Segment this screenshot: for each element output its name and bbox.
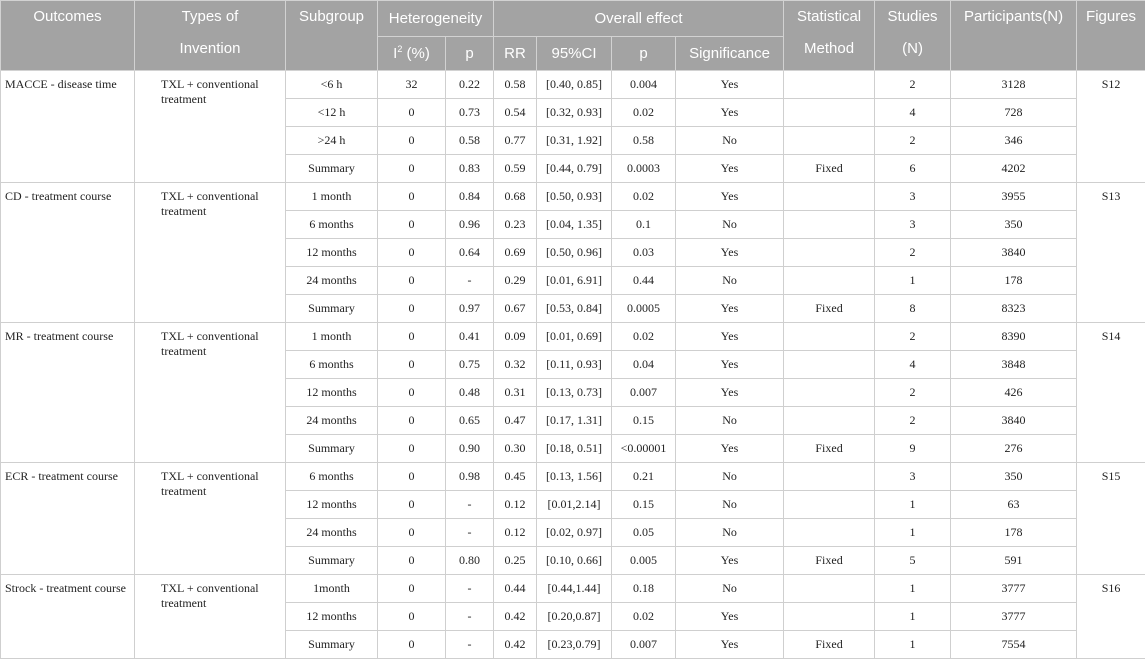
participants-cell: 3777 [951, 575, 1077, 603]
method-cell [784, 379, 875, 407]
figure-cell: S12 [1077, 71, 1145, 183]
het-p-cell: 0.83 [446, 155, 494, 183]
significance-cell: Yes [676, 183, 784, 211]
ci-cell: [0.13, 1.56] [537, 463, 612, 491]
rr-cell: 0.67 [494, 295, 537, 323]
figure-cell: S15 [1077, 463, 1145, 575]
subgroup-cell: Summary [286, 547, 378, 575]
method-cell: Fixed [784, 435, 875, 463]
studies-cell: 1 [875, 491, 951, 519]
significance-cell: Yes [676, 351, 784, 379]
invention-cell: TXL + conventional treatment [135, 323, 286, 463]
rr-cell: 0.47 [494, 407, 537, 435]
table-row [1, 71, 1145, 99]
het-p-cell: 0.97 [446, 295, 494, 323]
i2-cell: 0 [378, 547, 446, 575]
het-p-cell: - [446, 603, 494, 631]
rr-cell: 0.42 [494, 603, 537, 631]
rr-cell: 0.09 [494, 323, 537, 351]
het-p-cell: - [446, 575, 494, 603]
significance-cell: Yes [676, 99, 784, 127]
rr-cell: 0.25 [494, 547, 537, 575]
i2-cell: 0 [378, 631, 446, 659]
het-p-cell: 0.90 [446, 435, 494, 463]
studies-cell: 5 [875, 547, 951, 575]
rr-cell: 0.45 [494, 463, 537, 491]
participants-cell: 3840 [951, 239, 1077, 267]
subgroup-cell: 1 month [286, 183, 378, 211]
method-cell [784, 323, 875, 351]
significance-cell: Yes [676, 603, 784, 631]
method-cell [784, 519, 875, 547]
participants-cell: 63 [951, 491, 1077, 519]
subgroup-cell: 6 months [286, 463, 378, 491]
subgroup-cell: <12 h [286, 99, 378, 127]
het-p-cell: 0.75 [446, 351, 494, 379]
rr-cell: 0.12 [494, 519, 537, 547]
studies-cell: 3 [875, 183, 951, 211]
studies-cell: 3 [875, 463, 951, 491]
p-value-cell: 0.02 [612, 603, 676, 631]
figure-cell: S16 [1077, 575, 1145, 659]
p-value-cell: 0.58 [612, 127, 676, 155]
het-p-cell: 0.98 [446, 463, 494, 491]
studies-cell: 4 [875, 99, 951, 127]
header-i2: $I^2$ (%) [378, 37, 446, 71]
i2-cell: 0 [378, 603, 446, 631]
header-outcomes: Outcomes [1, 1, 135, 71]
participants-cell: 3777 [951, 603, 1077, 631]
ci-cell: [0.44, 0.79] [537, 155, 612, 183]
participants-cell: 350 [951, 463, 1077, 491]
figure-cell: S13 [1077, 183, 1145, 323]
p-value-cell: 0.02 [612, 99, 676, 127]
subgroup-cell: Summary [286, 295, 378, 323]
table-row [1, 575, 1145, 603]
significance-cell: Yes [676, 295, 784, 323]
ci-cell: [0.50, 0.93] [537, 183, 612, 211]
p-value-cell: 0.02 [612, 183, 676, 211]
i2-cell: 0 [378, 295, 446, 323]
ci-cell: [0.50, 0.96] [537, 239, 612, 267]
het-p-cell: 0.96 [446, 211, 494, 239]
subgroup-cell: Summary [286, 155, 378, 183]
header-types-of-invention: Types of Invention [135, 1, 286, 71]
header-overall-effect: Overall effect [494, 1, 784, 37]
studies-cell: 3 [875, 211, 951, 239]
rr-cell: 0.59 [494, 155, 537, 183]
header-het-p: p [446, 37, 494, 71]
participants-cell: 276 [951, 435, 1077, 463]
p-value-cell: 0.04 [612, 351, 676, 379]
subgroup-cell: 6 months [286, 351, 378, 379]
significance-cell: Yes [676, 155, 784, 183]
subgroup-cell: 24 months [286, 407, 378, 435]
p-value-cell: 0.005 [612, 547, 676, 575]
participants-cell: 3955 [951, 183, 1077, 211]
rr-cell: 0.42 [494, 631, 537, 659]
significance-cell: Yes [676, 379, 784, 407]
method-cell [784, 267, 875, 295]
p-value-cell: 0.44 [612, 267, 676, 295]
p-value-cell: 0.007 [612, 631, 676, 659]
subgroup-cell: >24 h [286, 127, 378, 155]
het-p-cell: 0.73 [446, 99, 494, 127]
header-row-top [1, 1, 1145, 37]
rr-cell: 0.77 [494, 127, 537, 155]
table-row [1, 183, 1145, 211]
participants-cell: 728 [951, 99, 1077, 127]
significance-cell: Yes [676, 435, 784, 463]
outcome-cell: MR - treatment course [1, 323, 135, 463]
ci-cell: [0.13, 0.73] [537, 379, 612, 407]
studies-cell: 1 [875, 575, 951, 603]
participants-cell: 350 [951, 211, 1077, 239]
header-figures: Figures [1077, 1, 1145, 71]
header-studies: Studies (N) [875, 1, 951, 71]
significance-cell: No [676, 575, 784, 603]
method-cell: Fixed [784, 295, 875, 323]
p-value-cell: 0.15 [612, 491, 676, 519]
method-cell [784, 99, 875, 127]
method-cell [784, 211, 875, 239]
i2-cell: 0 [378, 351, 446, 379]
participants-cell: 8323 [951, 295, 1077, 323]
studies-cell: 6 [875, 155, 951, 183]
method-cell [784, 351, 875, 379]
ci-cell: [0.44,1.44] [537, 575, 612, 603]
p-value-cell: 0.05 [612, 519, 676, 547]
rr-cell: 0.30 [494, 435, 537, 463]
i2-cell: 0 [378, 575, 446, 603]
i2-cell: 0 [378, 491, 446, 519]
rr-cell: 0.29 [494, 267, 537, 295]
i2-cell: 0 [378, 155, 446, 183]
method-cell: Fixed [784, 155, 875, 183]
participants-cell: 346 [951, 127, 1077, 155]
outcome-cell: CD - treatment course [1, 183, 135, 323]
i2-cell: 0 [378, 127, 446, 155]
significance-cell: No [676, 211, 784, 239]
studies-cell: 1 [875, 267, 951, 295]
ci-cell: [0.01, 6.91] [537, 267, 612, 295]
rr-cell: 0.31 [494, 379, 537, 407]
i2-cell: 0 [378, 99, 446, 127]
subgroup-cell: 12 months [286, 239, 378, 267]
ci-cell: [0.53, 0.84] [537, 295, 612, 323]
ci-cell: [0.10, 0.66] [537, 547, 612, 575]
participants-cell: 7554 [951, 631, 1077, 659]
het-p-cell: - [446, 491, 494, 519]
i2-cell: 0 [378, 435, 446, 463]
studies-cell: 1 [875, 631, 951, 659]
table-header [1, 1, 1145, 71]
i2-cell: 0 [378, 323, 446, 351]
outcome-cell: MACCE - disease time [1, 71, 135, 183]
significance-cell: No [676, 267, 784, 295]
table-body [1, 71, 1145, 659]
studies-cell: 2 [875, 323, 951, 351]
significance-cell: Yes [676, 71, 784, 99]
subgroup-cell: 1month [286, 575, 378, 603]
i2-cell: 32 [378, 71, 446, 99]
header-heterogeneity: Heterogeneity [378, 1, 494, 37]
subgroup-cell: 24 months [286, 519, 378, 547]
header-statistical-method: Statistical Method [784, 1, 875, 71]
rr-cell: 0.68 [494, 183, 537, 211]
participants-cell: 426 [951, 379, 1077, 407]
subgroup-cell: 24 months [286, 267, 378, 295]
participants-cell: 8390 [951, 323, 1077, 351]
p-value-cell: 0.21 [612, 463, 676, 491]
ci-cell: [0.02, 0.97] [537, 519, 612, 547]
subgroup-cell: Summary [286, 435, 378, 463]
rr-cell: 0.69 [494, 239, 537, 267]
method-cell [784, 407, 875, 435]
p-value-cell: 0.18 [612, 575, 676, 603]
method-cell [784, 463, 875, 491]
studies-cell: 9 [875, 435, 951, 463]
method-cell [784, 183, 875, 211]
table-row [1, 323, 1145, 351]
participants-cell: 3840 [951, 407, 1077, 435]
rr-cell: 0.58 [494, 71, 537, 99]
het-p-cell: 0.65 [446, 407, 494, 435]
significance-cell: Yes [676, 239, 784, 267]
rr-cell: 0.54 [494, 99, 537, 127]
rr-cell: 0.32 [494, 351, 537, 379]
i2-cell: 0 [378, 267, 446, 295]
subgroup-cell: 12 months [286, 603, 378, 631]
method-cell: Fixed [784, 547, 875, 575]
header-significance: Significance [676, 37, 784, 71]
method-cell [784, 491, 875, 519]
i2-cell: 0 [378, 463, 446, 491]
method-cell [784, 71, 875, 99]
i2-cell: 0 [378, 239, 446, 267]
significance-cell: No [676, 519, 784, 547]
subgroup-cell: 12 months [286, 379, 378, 407]
rr-cell: 0.44 [494, 575, 537, 603]
outcome-cell: Strock - treatment course [1, 575, 135, 659]
method-cell [784, 127, 875, 155]
het-p-cell: 0.58 [446, 127, 494, 155]
p-value-cell: 0.007 [612, 379, 676, 407]
rr-cell: 0.23 [494, 211, 537, 239]
p-value-cell: 0.004 [612, 71, 676, 99]
significance-cell: No [676, 463, 784, 491]
significance-cell: No [676, 491, 784, 519]
ci-cell: [0.01,2.14] [537, 491, 612, 519]
significance-cell: No [676, 407, 784, 435]
p-value-cell: 0.0003 [612, 155, 676, 183]
studies-cell: 2 [875, 127, 951, 155]
ci-cell: [0.17, 1.31] [537, 407, 612, 435]
studies-cell: 1 [875, 519, 951, 547]
ci-cell: [0.04, 1.35] [537, 211, 612, 239]
het-p-cell: 0.80 [446, 547, 494, 575]
ci-cell: [0.40, 0.85] [537, 71, 612, 99]
ci-cell: [0.18, 0.51] [537, 435, 612, 463]
p-value-cell: 0.0005 [612, 295, 676, 323]
significance-cell: Yes [676, 547, 784, 575]
i2-cell: 0 [378, 211, 446, 239]
i2-cell: 0 [378, 183, 446, 211]
rr-cell: 0.12 [494, 491, 537, 519]
significance-cell: Yes [676, 323, 784, 351]
studies-cell: 8 [875, 295, 951, 323]
p-value-cell: <0.00001 [612, 435, 676, 463]
invention-cell: TXL + conventional treatment [135, 71, 286, 183]
i2-cell: 0 [378, 379, 446, 407]
het-p-cell: 0.84 [446, 183, 494, 211]
participants-cell: 4202 [951, 155, 1077, 183]
method-cell [784, 575, 875, 603]
significance-cell: No [676, 127, 784, 155]
participants-cell: 3128 [951, 71, 1077, 99]
het-p-cell: - [446, 519, 494, 547]
het-p-cell: 0.22 [446, 71, 494, 99]
ci-cell: [0.01, 0.69] [537, 323, 612, 351]
i2-cell: 0 [378, 519, 446, 547]
studies-cell: 2 [875, 71, 951, 99]
studies-cell: 2 [875, 379, 951, 407]
invention-cell: TXL + conventional treatment [135, 183, 286, 323]
het-p-cell: - [446, 631, 494, 659]
studies-cell: 2 [875, 239, 951, 267]
i2-cell: 0 [378, 407, 446, 435]
significance-cell: Yes [676, 631, 784, 659]
invention-cell: TXL + conventional treatment [135, 463, 286, 575]
subgroup-cell: 6 months [286, 211, 378, 239]
p-value-cell: 0.1 [612, 211, 676, 239]
method-cell [784, 603, 875, 631]
het-p-cell: - [446, 267, 494, 295]
ci-cell: [0.32, 0.93] [537, 99, 612, 127]
studies-cell: 1 [875, 603, 951, 631]
subgroup-cell: Summary [286, 631, 378, 659]
outcome-cell: ECR - treatment course [1, 463, 135, 575]
ci-cell: [0.23,0.79] [537, 631, 612, 659]
p-value-cell: 0.02 [612, 323, 676, 351]
het-p-cell: 0.64 [446, 239, 494, 267]
ci-cell: [0.11, 0.93] [537, 351, 612, 379]
header-participants: Participants(N) [951, 1, 1077, 71]
participants-cell: 178 [951, 267, 1077, 295]
header-subgroup: Subgroup [286, 1, 378, 71]
p-value-cell: 0.15 [612, 407, 676, 435]
p-value-cell: 0.03 [612, 239, 676, 267]
studies-cell: 4 [875, 351, 951, 379]
participants-cell: 3848 [951, 351, 1077, 379]
participants-cell: 178 [951, 519, 1077, 547]
table-row [1, 463, 1145, 491]
invention-cell: TXL + conventional treatment [135, 575, 286, 659]
subgroup-cell: 12 months [286, 491, 378, 519]
subgroup-cell: 1 month [286, 323, 378, 351]
subgroup-cell: <6 h [286, 71, 378, 99]
ci-cell: [0.20,0.87] [537, 603, 612, 631]
method-cell: Fixed [784, 631, 875, 659]
header-oe-p: p [612, 37, 676, 71]
ci-cell: [0.31, 1.92] [537, 127, 612, 155]
header-ci: 95%CI [537, 37, 612, 71]
method-cell [784, 239, 875, 267]
studies-cell: 2 [875, 407, 951, 435]
het-p-cell: 0.41 [446, 323, 494, 351]
header-rr: RR [494, 37, 537, 71]
participants-cell: 591 [951, 547, 1077, 575]
figure-cell: S14 [1077, 323, 1145, 463]
het-p-cell: 0.48 [446, 379, 494, 407]
